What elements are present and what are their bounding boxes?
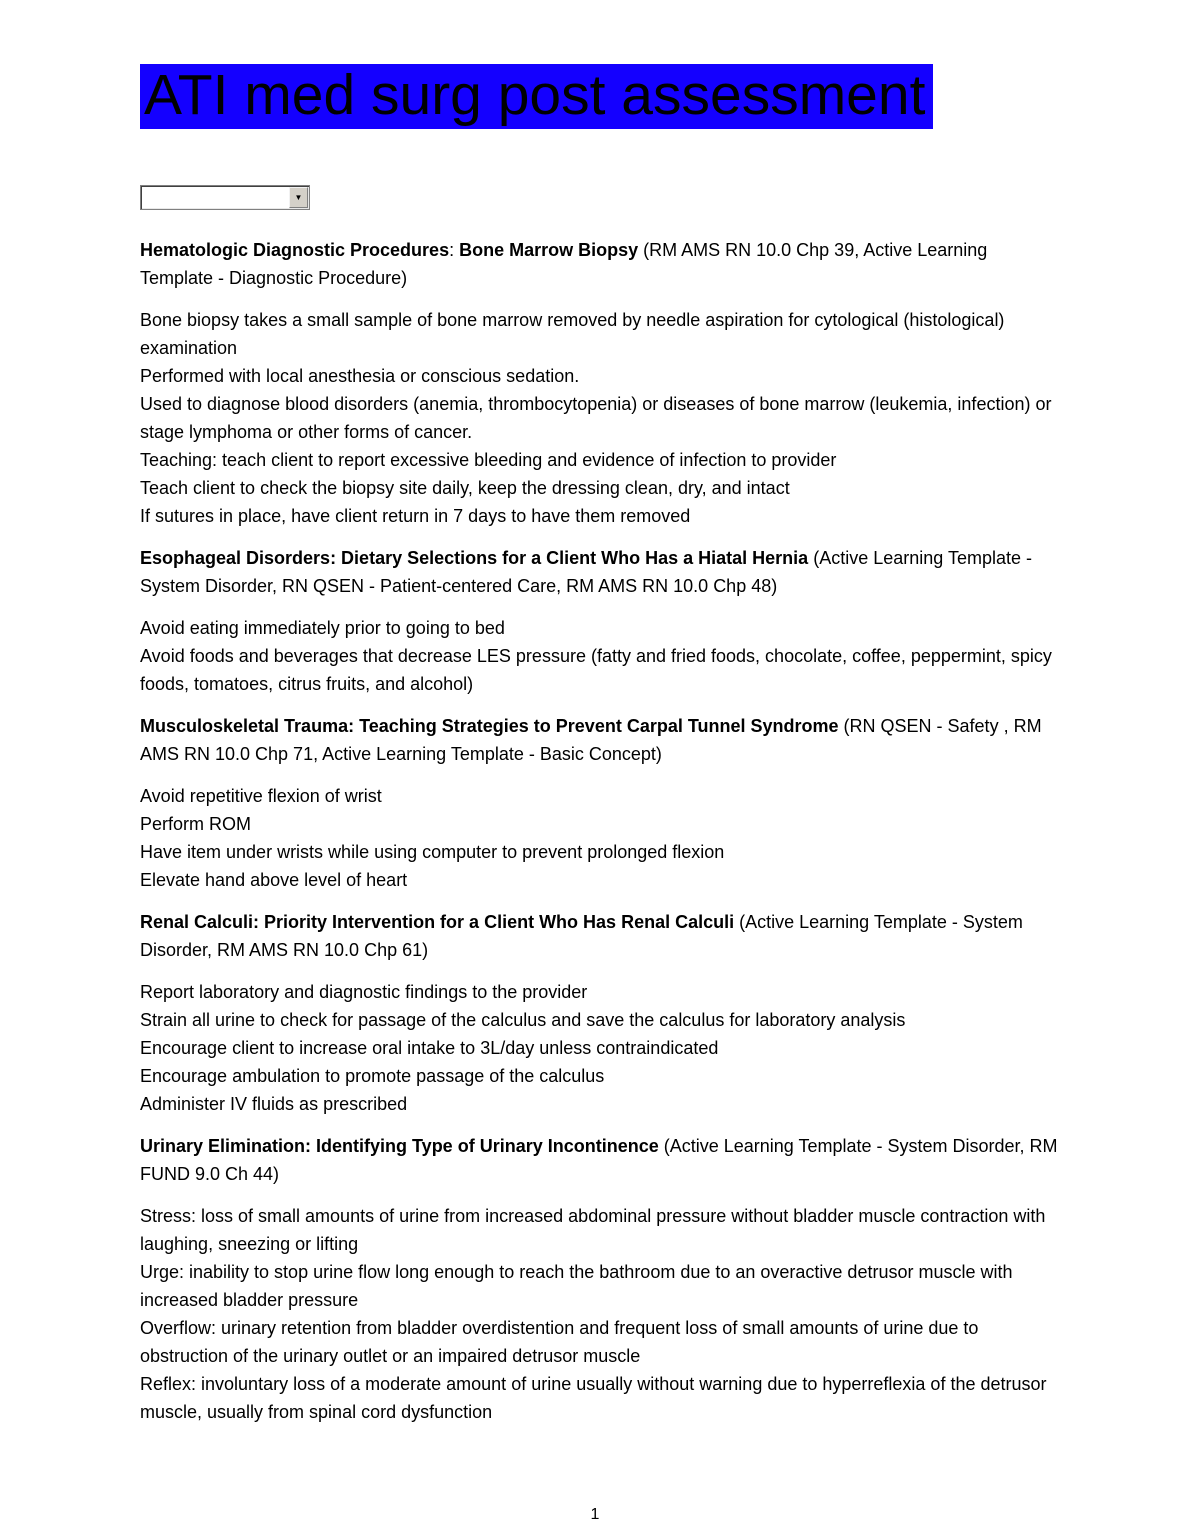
style-dropdown[interactable] xyxy=(140,185,310,210)
body-line: If sutures in place, have client return in 7 days to have them removed xyxy=(140,505,691,526)
section xyxy=(140,236,1060,530)
page-number: 1 xyxy=(590,1506,600,1523)
heading-title-text: Esophageal Disorders: Dietary Selections for a Client Who Has a Hiatal Hernia xyxy=(140,547,809,568)
section xyxy=(140,544,1060,698)
heading-title-text: Hematologic Diagnostic Procedures xyxy=(140,239,450,260)
body-line: Administer IV fluids as prescribed xyxy=(140,1093,408,1114)
body-line: Overflow: urinary retention from bladder overdistention and frequent loss of small amounts of urine due to obstruction of the urinary outlet or an impaired detrusor muscle xyxy=(140,1317,979,1366)
body-line: Perform ROM xyxy=(140,813,252,834)
section-body xyxy=(140,782,1060,894)
heading-title-text: Musculoskeletal Trauma: Teaching Strategies to Prevent Carpal Tunnel Syndrome xyxy=(140,715,839,736)
document-title: ATI med surg post assessment xyxy=(140,64,933,129)
heading-reference-text: : xyxy=(449,239,460,260)
body-line: Elevate hand above level of heart xyxy=(140,869,408,890)
section xyxy=(140,908,1060,1118)
body-line: Stress: loss of small amounts of urine from increased abdominal pressure without bladder muscle contraction with laughing, sneezing or lifting xyxy=(140,1205,1046,1254)
body-line: Teach client to check the biopsy site daily, keep the dressing clean, dry, and intact xyxy=(140,477,790,498)
heading-reference-text: (Active Learning Template - System Disorder, RN QSEN - Patient-centered Care, RM AMS RN 10.0 Chp 48) xyxy=(140,547,1032,596)
body-line: Used to diagnose blood disorders (anemia, thrombocytopenia) or diseases of bone marrow (leukemia, infection) or stage lymphoma or other forms of cancer. xyxy=(140,393,1052,442)
section-body xyxy=(140,1202,1060,1426)
section-body xyxy=(140,614,1060,698)
section xyxy=(140,1132,1060,1426)
section-heading xyxy=(140,908,1060,964)
section-heading xyxy=(140,236,1060,292)
body-line: Urge: inability to stop urine flow long enough to reach the bathroom due to an overactive detrusor muscle with increased bladder pressure xyxy=(140,1261,1013,1310)
section xyxy=(140,712,1060,894)
body-line: Avoid foods and beverages that decrease LES pressure (fatty and fried foods, chocolate, coffee, peppermint, spicy foods, tomatoes, citrus fruits, and alcohol) xyxy=(140,645,1052,694)
section-body xyxy=(140,978,1060,1118)
section-heading xyxy=(140,712,1060,768)
body-line: Avoid eating immediately prior to going to bed xyxy=(140,617,505,638)
section-heading xyxy=(140,1132,1060,1188)
heading-title-text: Bone Marrow Biopsy xyxy=(459,239,639,260)
heading-reference-text: (RN QSEN - Safety , RM AMS RN 10.0 Chp 71, Active Learning Template - Basic Concept) xyxy=(140,715,1042,764)
body-line: Report laboratory and diagnostic findings to the provider xyxy=(140,981,588,1002)
style-dropdown-value xyxy=(141,186,288,209)
heading-reference-text: (Active Learning Template - System Disorder, RM AMS RN 10.0 Chp 61) xyxy=(140,911,1023,960)
body-line: Strain all urine to check for passage of the calculus and save the calculus for laboratory analysis xyxy=(140,1009,906,1030)
section-heading xyxy=(140,544,1060,600)
heading-title-text: Renal Calculi: Priority Intervention for a Client Who Has Renal Calculi xyxy=(140,911,735,932)
heading-reference-text: (Active Learning Template - System Disorder, RM FUND 9.0 Ch 44) xyxy=(140,1135,1058,1184)
document-sections xyxy=(140,236,1060,1426)
body-line: Bone biopsy takes a small sample of bone marrow removed by needle aspiration for cytological (histological) examination xyxy=(140,309,1005,358)
section-body xyxy=(140,306,1060,530)
body-line: Encourage ambulation to promote passage of the calculus xyxy=(140,1065,605,1086)
body-line: Teaching: teach client to report excessive bleeding and evidence of infection to provider xyxy=(140,449,837,470)
body-line: Reflex: involuntary loss of a moderate amount of urine usually without warning due to hyperreflexia of the detrusor muscle, usually from spinal cord dysfunction xyxy=(140,1373,1047,1422)
heading-title-text: Urinary Elimination: Identifying Type of Urinary Incontinence xyxy=(140,1135,659,1156)
body-line: Avoid repetitive flexion of wrist xyxy=(140,785,382,806)
body-line: Performed with local anesthesia or conscious sedation. xyxy=(140,365,580,386)
dropdown-arrow-icon[interactable]: ▼ xyxy=(289,187,308,208)
heading-reference-text: (RM AMS RN 10.0 Chp 39, Active Learning Template - Diagnostic Procedure) xyxy=(140,239,988,288)
body-line: Have item under wrists while using computer to prevent prolonged flexion xyxy=(140,841,725,862)
body-line: Encourage client to increase oral intake to 3L/day unless contraindicated xyxy=(140,1037,719,1058)
